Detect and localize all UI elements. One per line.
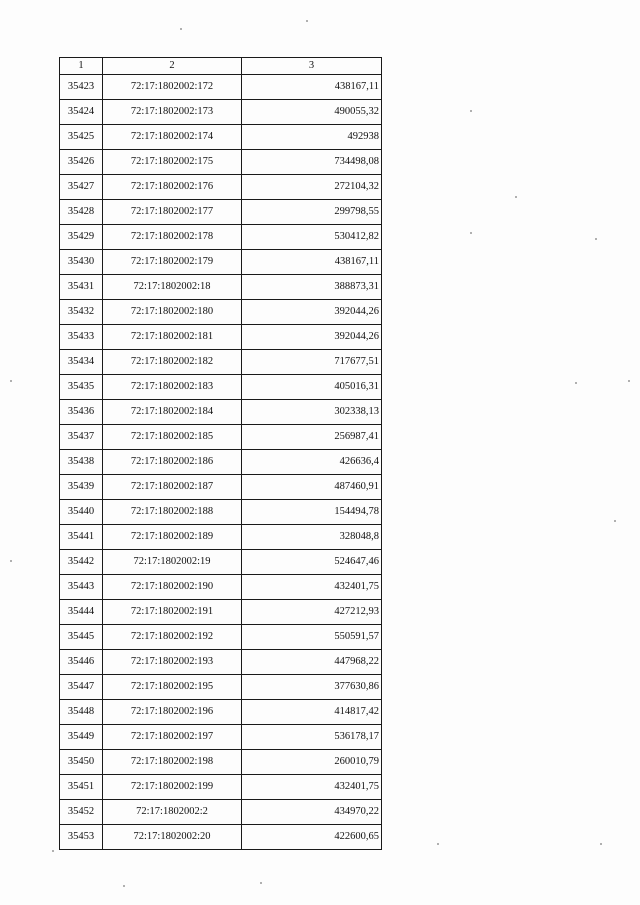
table-header-row: [60, 58, 382, 75]
table-row: [60, 350, 382, 375]
cadastral-number: 72:17:1802002:20: [103, 825, 242, 850]
row-number: 35435: [60, 375, 103, 400]
cadastral-number: 72:17:1802002:2: [103, 800, 242, 825]
cadastral-value: 405016,31: [242, 375, 382, 400]
cadastral-number: 72:17:1802002:178: [103, 225, 242, 250]
scan-speck: [180, 28, 182, 30]
scan-speck: [470, 110, 472, 112]
table-row: [60, 475, 382, 500]
cadastral-number: 72:17:1802002:19: [103, 550, 242, 575]
cadastral-number: 72:17:1802002:196: [103, 700, 242, 725]
cadastral-number: 72:17:1802002:183: [103, 375, 242, 400]
cadastral-number: 72:17:1802002:189: [103, 525, 242, 550]
cadastral-number: 72:17:1802002:185: [103, 425, 242, 450]
row-number: 35446: [60, 650, 103, 675]
row-number: 35452: [60, 800, 103, 825]
table-row: [60, 225, 382, 250]
row-number: 35436: [60, 400, 103, 425]
scan-speck: [628, 380, 630, 382]
row-number: 35445: [60, 625, 103, 650]
scan-speck: [306, 20, 308, 22]
row-number: 35453: [60, 825, 103, 850]
row-number: 35432: [60, 300, 103, 325]
row-number: 35447: [60, 675, 103, 700]
cadastral-number: 72:17:1802002:191: [103, 600, 242, 625]
scan-speck: [470, 232, 472, 234]
row-number: 35448: [60, 700, 103, 725]
cadastral-value: 432401,75: [242, 775, 382, 800]
scan-speck: [123, 885, 125, 887]
cadastral-value: 490055,32: [242, 100, 382, 125]
table-row: [60, 250, 382, 275]
cadastral-number: 72:17:1802002:192: [103, 625, 242, 650]
row-number: 35428: [60, 200, 103, 225]
table-row: [60, 575, 382, 600]
cadastral-number: 72:17:1802002:177: [103, 200, 242, 225]
scan-speck: [52, 850, 54, 852]
table-row: [60, 100, 382, 125]
cadastral-number: 72:17:1802002:176: [103, 175, 242, 200]
table-row: [60, 725, 382, 750]
scan-speck: [575, 382, 577, 384]
scan-speck: [600, 843, 602, 845]
cadastral-number: 72:17:1802002:193: [103, 650, 242, 675]
row-number: 35451: [60, 775, 103, 800]
cadastral-number: 72:17:1802002:180: [103, 300, 242, 325]
row-number: 35424: [60, 100, 103, 125]
table-row: [60, 625, 382, 650]
table-row: [60, 125, 382, 150]
cadastral-number: 72:17:1802002:199: [103, 775, 242, 800]
column-header-cadastral-number: 2: [103, 58, 242, 75]
cadastral-value: 432401,75: [242, 575, 382, 600]
cadastral-value: 530412,82: [242, 225, 382, 250]
table-row: [60, 175, 382, 200]
cadastral-value: 717677,51: [242, 350, 382, 375]
table-row: [60, 300, 382, 325]
cadastral-number: 72:17:1802002:197: [103, 725, 242, 750]
table-row: [60, 75, 382, 100]
table-row: [60, 550, 382, 575]
row-number: 35438: [60, 450, 103, 475]
cadastral-number: 72:17:1802002:198: [103, 750, 242, 775]
row-number: 35441: [60, 525, 103, 550]
row-number: 35430: [60, 250, 103, 275]
row-number: 35439: [60, 475, 103, 500]
cadastral-value: 388873,31: [242, 275, 382, 300]
cadastral-number: 72:17:1802002:190: [103, 575, 242, 600]
cadastral-value: 256987,41: [242, 425, 382, 450]
row-number: 35433: [60, 325, 103, 350]
cadastral-value: 550591,57: [242, 625, 382, 650]
table-row: [60, 750, 382, 775]
table-row: [60, 525, 382, 550]
cadastral-number: 72:17:1802002:181: [103, 325, 242, 350]
table-row: [60, 325, 382, 350]
cadastral-number: 72:17:1802002:187: [103, 475, 242, 500]
cadastral-number: 72:17:1802002:182: [103, 350, 242, 375]
cadastral-value: 328048,8: [242, 525, 382, 550]
cadastral-value: 434970,22: [242, 800, 382, 825]
row-number: 35449: [60, 725, 103, 750]
cadastral-number: 72:17:1802002:174: [103, 125, 242, 150]
cadastral-value: 392044,26: [242, 300, 382, 325]
scan-speck: [437, 843, 439, 845]
cadastral-value: 422600,65: [242, 825, 382, 850]
column-header-value: 3: [242, 58, 382, 75]
column-header-number: 1: [60, 58, 103, 75]
table-row: [60, 600, 382, 625]
cadastral-value: 427212,93: [242, 600, 382, 625]
scan-speck: [595, 238, 597, 240]
row-number: 35425: [60, 125, 103, 150]
table-row: [60, 375, 382, 400]
cadastral-number: 72:17:1802002:179: [103, 250, 242, 275]
row-number: 35429: [60, 225, 103, 250]
cadastral-value: 487460,91: [242, 475, 382, 500]
cadastral-number: 72:17:1802002:172: [103, 75, 242, 100]
cadastral-number: 72:17:1802002:18: [103, 275, 242, 300]
cadastral-value: 447968,22: [242, 650, 382, 675]
row-number: 35442: [60, 550, 103, 575]
cadastral-value: 154494,78: [242, 500, 382, 525]
scan-speck: [614, 520, 616, 522]
table-body: [60, 75, 382, 850]
cadastral-value: 426636,4: [242, 450, 382, 475]
row-number: 35443: [60, 575, 103, 600]
table-row: [60, 775, 382, 800]
cadastral-number: 72:17:1802002:173: [103, 100, 242, 125]
cadastral-value: 438167,11: [242, 75, 382, 100]
table-row: [60, 425, 382, 450]
cadastral-number: 72:17:1802002:188: [103, 500, 242, 525]
cadastral-number: 72:17:1802002:175: [103, 150, 242, 175]
cadastral-value: 377630,86: [242, 675, 382, 700]
cadastral-value: 260010,79: [242, 750, 382, 775]
cadastral-value: 299798,55: [242, 200, 382, 225]
cadastral-value: 302338,13: [242, 400, 382, 425]
cadastral-number: 72:17:1802002:186: [103, 450, 242, 475]
cadastral-value: 392044,26: [242, 325, 382, 350]
scan-speck: [515, 196, 517, 198]
table-row: [60, 825, 382, 850]
table-row: [60, 450, 382, 475]
cadastral-value: 414817,42: [242, 700, 382, 725]
row-number: 35423: [60, 75, 103, 100]
table-row: [60, 150, 382, 175]
table-row: [60, 400, 382, 425]
cadastral-value: 272104,32: [242, 175, 382, 200]
scan-speck: [10, 560, 12, 562]
table-row: [60, 675, 382, 700]
row-number: 35427: [60, 175, 103, 200]
cadastral-value: 734498,08: [242, 150, 382, 175]
row-number: 35426: [60, 150, 103, 175]
cadastral-value: 438167,11: [242, 250, 382, 275]
row-number: 35450: [60, 750, 103, 775]
row-number: 35444: [60, 600, 103, 625]
table-row: [60, 700, 382, 725]
row-number: 35440: [60, 500, 103, 525]
row-number: 35437: [60, 425, 103, 450]
cadastral-value: 524647,46: [242, 550, 382, 575]
cadastral-number: 72:17:1802002:184: [103, 400, 242, 425]
cadastral-value: 536178,17: [242, 725, 382, 750]
scan-speck: [10, 380, 12, 382]
cadastral-number: 72:17:1802002:195: [103, 675, 242, 700]
table-row: [60, 500, 382, 525]
table-row: [60, 275, 382, 300]
cadastral-value-table: [59, 57, 382, 850]
table-row: [60, 800, 382, 825]
table-row: [60, 200, 382, 225]
row-number: 35431: [60, 275, 103, 300]
table-row: [60, 650, 382, 675]
row-number: 35434: [60, 350, 103, 375]
scan-speck: [260, 882, 262, 884]
cadastral-value: 492938: [242, 125, 382, 150]
